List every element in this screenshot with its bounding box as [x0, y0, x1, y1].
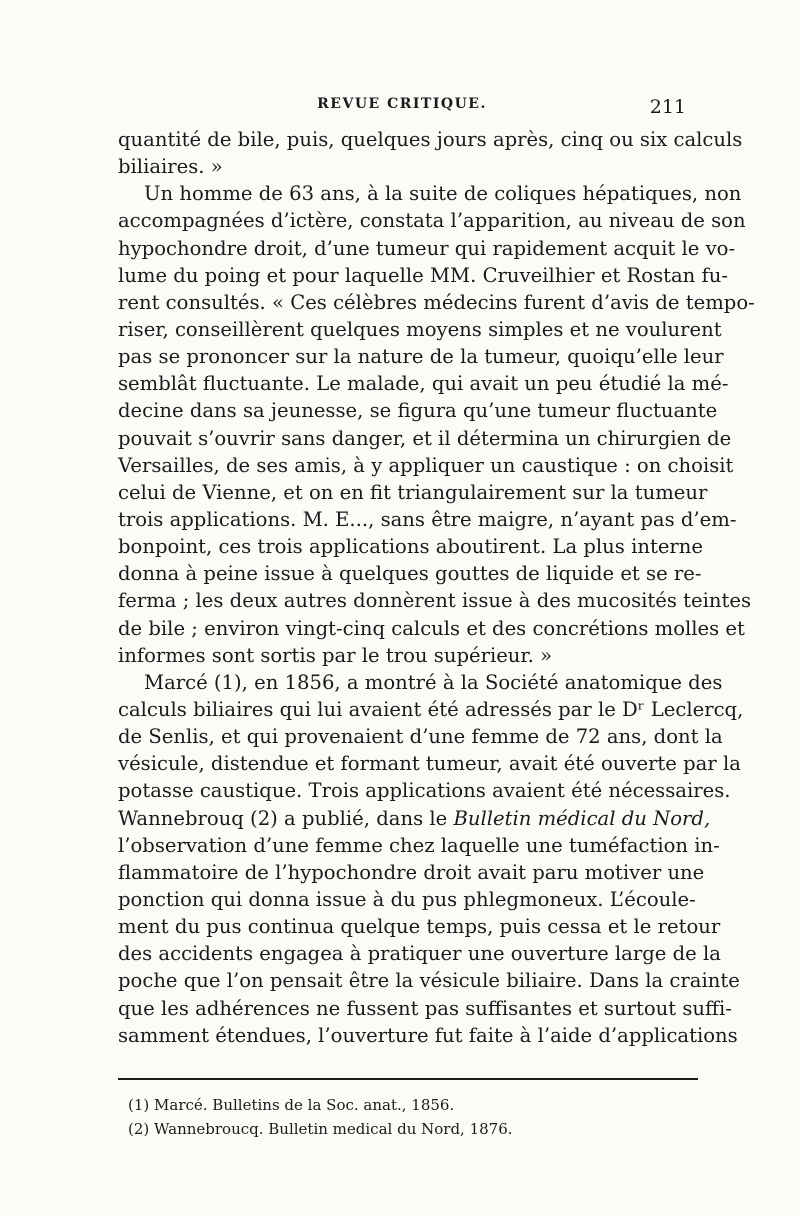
- text-line: quantité de bile, puis, quelques jours après, cinq ou six calculs: [118, 128, 743, 151]
- footnote: (1) Marcé. Bulletins de la Soc. anat., 1856.: [128, 1096, 455, 1114]
- text-line: de bile ; environ vingt-cinq calculs et des concrétions molles et: [118, 616, 745, 640]
- text-line: semblât fluctuante. Le malade, qui avait un peu étudié la mé-: [118, 372, 729, 396]
- text-line: riser, conseillèrent quelques moyens simples et ne voulurent: [118, 317, 722, 341]
- text-line: donna à peine issue à quelques gouttes de liquide et se re-: [118, 562, 702, 586]
- text-line: Marcé (1), en 1856, a montré à la Société anatomique des: [144, 670, 723, 694]
- running-header: [118, 96, 686, 120]
- text-line-with-citation: [118, 805, 711, 832]
- text-line: bonpoint, ces trois applications aboutirent. La plus interne: [118, 535, 704, 559]
- text-line: de Senlis, et qui provenaient d’une femme de 72 ans, dont la: [118, 725, 723, 749]
- text-line: trois applications. M. E..., sans être maigre, n’ayant pas d’em-: [118, 507, 737, 531]
- running-title: REVUE CRITIQUE.: [317, 96, 487, 112]
- text-line: Versailles, de ses amis, à y appliquer un caustique : on choisit: [118, 453, 734, 477]
- text-line: que les adhérences ne fussent pas suffisantes et surtout suffi-: [118, 996, 732, 1020]
- text-line: pouvait s’ouvrir sans danger, et il détermina un chirurgien de: [118, 426, 732, 450]
- text-line: potasse caustique. Trois applications avaient été nécessaires.: [118, 779, 731, 803]
- page-number: 211: [649, 96, 686, 118]
- text-line: flammatoire de l’hypochondre droit avait paru motiver une: [118, 860, 705, 884]
- text-line: ponction qui donna issue à du pus phlegmoneux. L’écoule-: [118, 887, 696, 911]
- text-line: calculs biliaires qui lui avaient été adressés par le Dʳ Leclercq,: [118, 697, 744, 721]
- text-line: hypochondre droit, d’une tumeur qui rapidement acquit le vo-: [118, 236, 736, 260]
- text-line: pas se prononcer sur la nature de la tumeur, quoiqu’elle leur: [118, 345, 724, 369]
- footnote-divider: [118, 1078, 698, 1080]
- footnotes: [128, 1093, 688, 1141]
- text-line: rent consultés. « Ces célèbres médecins furent d’avis de tempo-: [118, 290, 755, 314]
- text-line: celui de Vienne, et on en fit triangulairement sur la tumeur: [118, 480, 708, 504]
- text-line: decine dans sa jeunesse, se figura qu’une tumeur fluctuante: [118, 399, 718, 423]
- text-line: lume du poing et pour laquelle MM. Cruveilhier et Rostan fu-: [118, 263, 729, 287]
- text-line: poche que l’on pensait être la vésicule biliaire. Dans la crainte: [118, 969, 740, 993]
- text-line: Un homme de 63 ans, à la suite de coliques hépatiques, non: [144, 182, 742, 206]
- text-line: des accidents engagea à pratiquer une ouverture large de la: [118, 942, 721, 966]
- text-line: vésicule, distendue et formant tumeur, avait été ouverte par la: [118, 752, 741, 776]
- text-fragment: Wannebrouq (2) a publié, dans le: [118, 806, 448, 830]
- footnote: (2) Wannebroucq. Bulletin medical du Nord, 1876.: [128, 1120, 513, 1138]
- text-line: biliaires. »: [118, 155, 223, 179]
- text-line: ment du pus continua quelque temps, puis cessa et le retour: [118, 915, 721, 939]
- text-line: informes sont sortis par le trou supérieur. »: [118, 643, 553, 667]
- text-line: ferma ; les deux autres donnèrent issue à des mucosités teintes: [118, 589, 752, 613]
- body-text: [118, 126, 755, 1049]
- text-line: accompagnées d’ictère, constata l’apparition, au niveau de son: [118, 209, 746, 233]
- text-line: samment étendues, l’ouverture fut faite à l’aide d’applications: [118, 1023, 738, 1047]
- journal-title: Bulletin médical du Nord,: [453, 806, 711, 830]
- text-line: l’observation d’une femme chez laquelle une tuméfaction in-: [118, 833, 720, 857]
